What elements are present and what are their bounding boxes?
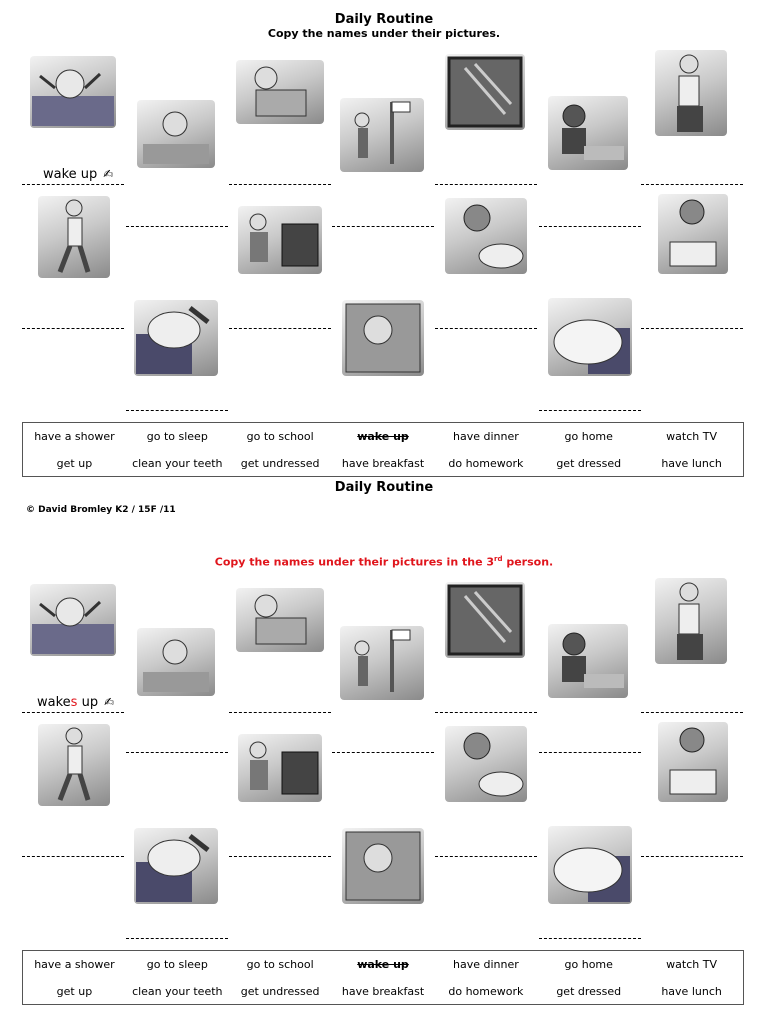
word-bank-item: do homework (448, 457, 524, 470)
worksheet-title-2: Daily Routine (334, 480, 434, 495)
example-answer-3rd-person (37, 695, 114, 710)
word-bank-item: do homework (448, 985, 524, 998)
answer-line[interactable] (229, 856, 331, 857)
word-bank-2 (22, 950, 744, 1005)
answer-line[interactable] (539, 938, 641, 939)
getting-dressed-picture (655, 578, 727, 664)
getting-dressed-picture (655, 50, 727, 136)
worksheet-instructions: Copy the names under their pictures. (267, 27, 501, 40)
word-bank-item-used: wake up (357, 430, 409, 443)
doing-homework-picture (658, 194, 728, 274)
getting-up-picture (236, 60, 324, 124)
word-bank-item: go to sleep (146, 430, 208, 443)
answer-line[interactable] (229, 712, 331, 713)
word-bank-item: go home (564, 958, 613, 971)
answer-line[interactable] (641, 184, 743, 185)
answer-line[interactable] (539, 410, 641, 411)
word-bank-item: have a shower (34, 430, 115, 443)
word-bank-item: get dressed (556, 985, 622, 998)
word-bank-item: clean your teeth (132, 985, 223, 998)
word-bank-row (23, 978, 743, 1005)
example-answer-stem: wake (37, 695, 71, 710)
watching-tv-picture (238, 206, 322, 274)
having-breakfast-picture (137, 628, 215, 696)
answer-line[interactable] (22, 712, 124, 713)
getting-up-picture (236, 588, 324, 652)
word-bank-item: have a shower (34, 958, 115, 971)
having-dinner-picture (445, 726, 527, 802)
word-bank-item: go to school (246, 430, 314, 443)
word-bank-item: watch TV (666, 430, 717, 443)
answer-line[interactable] (126, 226, 228, 227)
having-shower-picture (445, 582, 525, 658)
worksheet-instructions-2 (0, 555, 768, 569)
example-answer-rest: up (77, 695, 99, 710)
waiting-for-bus-picture (340, 98, 424, 172)
answer-line[interactable] (435, 856, 537, 857)
pen-icon: ✍ (103, 167, 114, 181)
word-bank-item: go to sleep (146, 958, 208, 971)
word-bank-item: get up (56, 457, 93, 470)
having-lunch-picture (548, 96, 628, 170)
word-bank-item: go to school (246, 958, 314, 971)
going-home-picture (38, 196, 110, 278)
worksheet-title: Daily Routine (334, 12, 434, 27)
answer-line[interactable] (22, 856, 124, 857)
example-answer-suffix: s (70, 695, 78, 710)
going-home-picture (38, 724, 110, 806)
word-bank-item: have dinner (452, 958, 519, 971)
word-bank-item: get dressed (556, 457, 622, 470)
instructions-text-end: person. (502, 555, 554, 569)
answer-line[interactable] (641, 328, 743, 329)
word-bank-item: have breakfast (341, 457, 425, 470)
answer-line[interactable] (126, 410, 228, 411)
word-bank-row (23, 450, 743, 477)
example-answer (43, 167, 113, 182)
pen-icon: ✍ (104, 695, 115, 709)
word-bank-item: go home (564, 430, 613, 443)
word-bank-item: get undressed (240, 985, 320, 998)
word-bank-item: clean your teeth (132, 457, 223, 470)
answer-line[interactable] (539, 752, 641, 753)
having-lunch-picture (548, 624, 628, 698)
instructions-text: Copy the names under their pictures in the 3 (214, 555, 495, 569)
word-bank-item: have breakfast (341, 985, 425, 998)
cleaning-teeth-picture (134, 828, 218, 904)
answer-line[interactable] (435, 712, 537, 713)
word-bank-item: have lunch (661, 457, 722, 470)
having-breakfast-picture (137, 100, 215, 168)
answer-line[interactable] (539, 226, 641, 227)
cleaning-teeth-picture (134, 300, 218, 376)
word-bank-item: have lunch (661, 985, 722, 998)
answer-line[interactable] (435, 184, 537, 185)
answer-line[interactable] (126, 752, 228, 753)
waking-up-picture (30, 56, 116, 128)
getting-undressed-picture (342, 300, 424, 376)
watching-tv-picture (238, 734, 322, 802)
waiting-for-bus-picture (340, 626, 424, 700)
word-bank-item: get up (56, 985, 93, 998)
having-shower-picture (445, 54, 525, 130)
answer-line[interactable] (22, 328, 124, 329)
answer-line[interactable] (22, 184, 124, 185)
waking-up-picture (30, 584, 116, 656)
answer-line[interactable] (641, 712, 743, 713)
having-dinner-picture (445, 198, 527, 274)
word-bank-item: get undressed (240, 457, 320, 470)
getting-undressed-picture (342, 828, 424, 904)
instructions-superscript: rd (494, 555, 503, 563)
word-bank-item: have dinner (452, 430, 519, 443)
word-bank-row (23, 951, 743, 978)
example-answer-text: wake up (43, 167, 98, 182)
answer-line[interactable] (229, 184, 331, 185)
answer-line[interactable] (641, 856, 743, 857)
going-to-sleep-picture (548, 826, 632, 904)
answer-line[interactable] (126, 938, 228, 939)
answer-line[interactable] (332, 752, 434, 753)
doing-homework-picture (658, 722, 728, 802)
answer-line[interactable] (435, 328, 537, 329)
answer-line[interactable] (332, 226, 434, 227)
word-bank-item-used: wake up (357, 958, 409, 971)
word-bank (22, 422, 744, 477)
word-bank-row (23, 423, 743, 450)
word-bank-item: watch TV (666, 958, 717, 971)
copyright-text: © David Bromley K2 / 15F /11 (26, 505, 176, 515)
answer-line[interactable] (229, 328, 331, 329)
going-to-sleep-picture (548, 298, 632, 376)
